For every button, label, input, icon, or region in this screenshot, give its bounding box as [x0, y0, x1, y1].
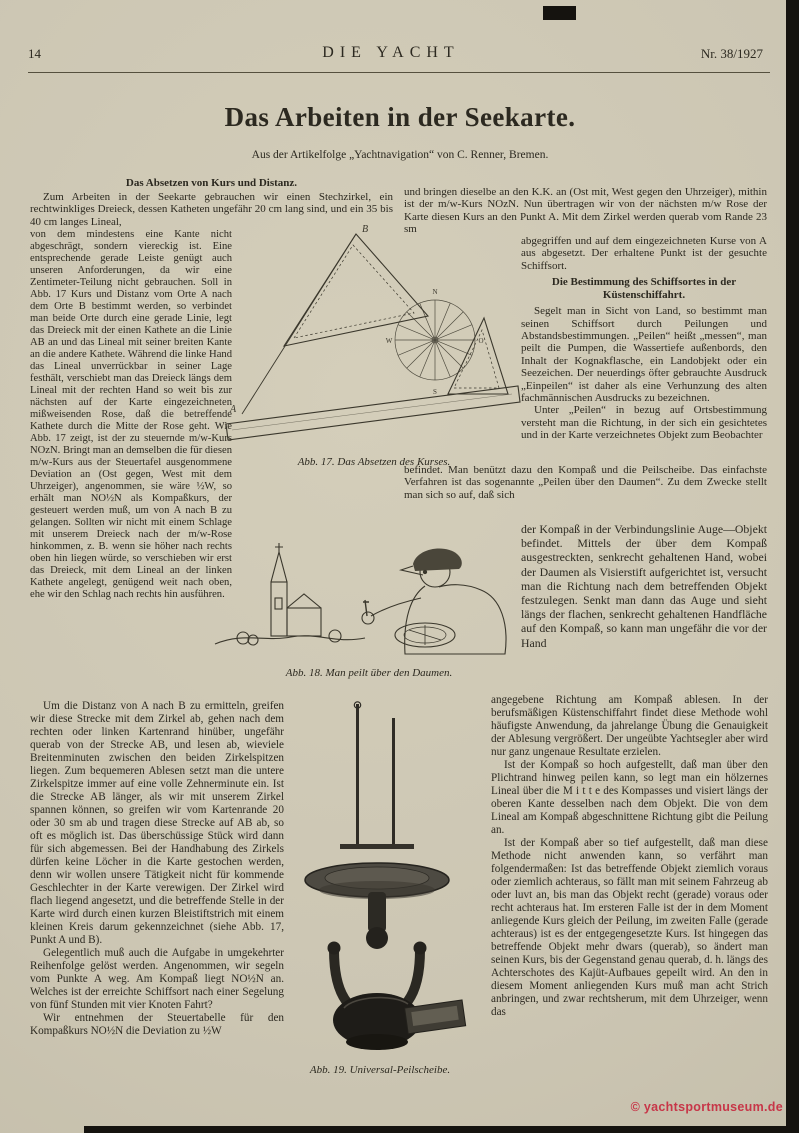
- figure-caption-abb17: Abb. 17. Das Absetzen des Kurses.: [297, 456, 451, 468]
- page-number: 14: [28, 46, 41, 61]
- set-square-large-icon: [284, 234, 428, 346]
- paragraph: Segelt man in Sicht von Land, so bestimmt man seinen Schiffsort durch Peilungen und Abstandsbestimmungen. „Peilen“ heißt „messen“, man peilt die Pumpen, die Wassertiefe außenbords, den Inhalt der Kognakflasche, ein Landobjekt oder ein Seezeichen. Der neuerdings öfter gebrauchte Ausdruck „Einpeilen“ ist daher als eine Verhunzung des alten fachmännischen Ausdrucks zu bezeichnen.: [521, 305, 767, 405]
- header-rule: [28, 72, 770, 73]
- figure-abb19-peilscheibe: [282, 698, 479, 1058]
- sight-bar: [340, 844, 414, 849]
- left-column-text-narrow: [30, 229, 232, 695]
- paragraph: der Kompaß in der Verbindungslinie Auge—Objekt befindet. Mittels der über dem Kompaß ausgestreckten, senkrecht gehaltenen Hand, wobei der Daumen als Visierstift aufgerichtet ist, versucht man die Richtung nach dem betreffenden Objekt festzulegen. Senkt man dann das Auge und sieht längs der flachen, senkrecht gehaltenen Handfläche auf den Kompaß, so kann man ungefähr die vor der Hand: [521, 522, 767, 650]
- sight-vane-left: [356, 704, 359, 846]
- paragraph: Ist der Kompaß aber so tief aufgestellt, daß man diese Methode nicht anwenden kann, so verfährt man folgendermaßen: Ist das betreffende Objekt ziemlich voraus oder ziemlich achteraus, so fällt man mit seinem Fahrzeug ab oder luvt an, bis man das Objekt recht (gerade) voraus oder recht achteraus hat. Im ersteren Falle ist der in dem Moment anliegende Kurs gleich der Peilung, im zweiten Falle (gerade achteraus) ist es der entgegengesetzte Kurs. Ist hingegen das betreffende Objekt mehr dwars (querab), so ändert man seinen Kurs, bis der Gegenstand genau querab, d. h. längs des Achterschotes des Kajüt-Aufbaues gepeilt wird. An den in diesem Moment anliegenden Kurs muß man acht Strich anbringen, und zwar rechtsherum, mit dem Uhrzeiger, wenn das: [491, 837, 768, 1018]
- right-column-text-bottom: [491, 694, 768, 1114]
- matchbox: [405, 1000, 466, 1034]
- paragraph: Unter „Peilen“ in bezug auf Ortsbestimmung versteht man die Richtung, in der sich ein gesichtetes und in der Karte verzeichnetes Objekt zum Beobachter: [521, 404, 767, 442]
- figure-caption-abb19: Abb. 19. Universal-Peilscheibe.: [309, 1064, 451, 1076]
- journal-title: DIE YACHT: [322, 44, 460, 61]
- paragraph: von dem mindestens eine Kante nicht abgeschrägt, sondern viereckig ist. Eine entsprechende gerade Leiste genügt auch unseren Anforderungen, da wir eine Zentimeter-Teilung nicht gebrauchen. Soll in Abb. 17 Kurs und Distanz vom Orte A nach dem Orte B bestimmt werden, so verbindet man beide Orte durch eine gerade Linie, legt das Dreieck mit der einen Kathete an die Linie AB an und das Lineal mit seiner breiten Kante an die andere Kathete. Während die linke Hand das Lineal unverrückbar in seiner Lage festhält, verschiebt man das Dreieck längs dem Lineal mit der rechten Hand so weit bis zur nächsten auf der Karte eingezeichneten mißweisenden Rose, daß die betreffende Kathete durch die Mitte der Rose geht. Wie Abb. 17 zeigt, ist der zu steuernde m/w-Kurs NOzN. Bringt man an demselben die für diesen m/w-Kurs aus der Steuertafel ausgenommene Deviation an (Ost gegen, West mit dem Uhrzeiger), angenommen, sie wäre ½W, so erhält man NO½N als Kompaßkurs, der gesteuert werden muß, um von A nach B zu gelangen. Sollten wir nicht mit einem Schlage mit unserem Dreieck nach der m/w-Rose hinkommen, z. B. wenn sie höher nach rechts oben hin liegen würde, so verschieben wir erst das Dreieck, mit dem Lineal an der linken Kathete angelegt, genügend weit nach oben, ehe wir den Schlag nach rechts hin ausführen.: [30, 229, 232, 600]
- knob: [366, 927, 388, 949]
- compass-rose-icon: [395, 300, 475, 380]
- compass-icon: [395, 623, 455, 647]
- paragraph: befindet. Man benützt dazu den Kompaß und die Peilscheibe. Das einfachste Verfahren ist das sogenannte „Peilen über den Daumen“. Zu dem Zwecke stellt man sich so auf, daß sich: [404, 464, 767, 501]
- figure-abb18-daumenpeilung: [213, 532, 520, 664]
- figure-caption-abb18: Abb. 18. Man peilt über den Daumen.: [285, 667, 453, 679]
- paragraph: und bringen dieselbe an den K.K. an (Ost mit, West gegen den Uhrzeiger), mithin ist der m/w-Kurs NOzN. Nun übertragen wir von der nächsten m/w Rose der Karte diesen Kurs an den Punkt A. Mit dem Zirkel werden querab vom Rande 23 sm: [404, 186, 767, 234]
- paragraph: Zum Arbeiten in der Seekarte gebrauchen wir einen Stechzirkel, ein rechtwinkliges Dreieck, dessen Katheten ungefähr 20 cm lang sind, und ein 35 bis 40 cm langes Lineal,: [30, 191, 393, 228]
- peilscheibe-photo: [305, 702, 466, 1050]
- right-column-text-wide-mid: [404, 464, 767, 520]
- sight-vane-right: [392, 718, 395, 846]
- watermark: © yachtsportmuseum.de: [630, 1100, 783, 1114]
- set-square-small-icon: [448, 318, 508, 394]
- left-column-text-bottom: [30, 700, 284, 1112]
- right-column-text-narrow-top: [521, 235, 767, 462]
- article-byline: Aus der Artikelfolge „Yachtnavigation“ von C. Renner, Bremen.: [251, 149, 549, 161]
- church-icon: [215, 543, 365, 645]
- paragraph: angegebene Richtung am Kompaß ablesen. In der berufsmäßigen Küstenschiffahrt findet diese Methode wohl häufigste Anwendung, da jahrelange Übung die Genauigkeit der Ablesung vergrößert. Der ungeübte Yachtsegler aber wird nur ganz ungenaue Resultate erzielen.: [491, 694, 768, 758]
- rose-north-label: N: [432, 288, 438, 296]
- section-heading-bestimmung: Die Bestimmung des Schiffsortes in der Küstenschiffahrt.: [551, 276, 737, 302]
- right-column-text-narrow-mid: [521, 522, 767, 692]
- issue-number: Nr. 38/1927: [700, 46, 763, 61]
- article-title: Das Arbeiten in der Seekarte.: [224, 102, 576, 132]
- scan-edge-right: [786, 0, 799, 1133]
- rose-west-label: W: [385, 337, 393, 345]
- point-a-label: A: [230, 404, 237, 415]
- section-heading-absetzen: Das Absetzen von Kurs und Distanz.: [125, 177, 298, 189]
- scan-mark-top: [543, 6, 576, 20]
- figure-abb17-kursabsetzen: [222, 218, 524, 450]
- paragraph: Wir entnehmen der Steuertabelle für den Kompaßkurs NO½N die Deviation zu ½W: [30, 1012, 284, 1037]
- photo-drawing: [282, 698, 479, 1058]
- rose-south-label: S: [433, 388, 437, 396]
- paragraph: Um die Distanz von A nach B zu ermitteln, greifen wir diese Strecke mit dem Zirkel ab, gehen nach dem rechten oder linken Kartenrand hinüber, ungefähr querab von der Strecke AB, und lesen ab, wieviele Breitenminuten zwischen den beiden Zirkelspitzen liegen. Zum bequemeren Ablesen setzt man die untere Zirkelspitze immer auf eine volle Zehnerminute ein. Ist die Strecke AB länger, als wir mit unserem Zirkel spannen können, so greifen wir vom Kartenrande 20 oder 30 sm ab und tragen diese Strecke auf AB ab, so oft es möglich ist. Das überschüssige Stück wird dann für sich abgemessen. Bei der Handhabung des Zirkels dürfen keine Löcher in die Karte gestochen werden, denn wir wollen unsere Tätigkeit nicht für kommende Geschlechter in der Karte verewigen. Der Zirkel wird flach liegend angesetzt, und die betreffende Stelle in der Karte wird durch einen kurzen Bleistiftstrich mit einem kleinen Kreis darum gekennzeichnet (siehe Abb. 17, Punkt A und B).: [30, 700, 284, 946]
- rose-east-label: O: [478, 337, 484, 345]
- scan-edge-bottom: [84, 1126, 799, 1133]
- paragraph: abgegriffen und auf dem eingezeichneten Kurse von A aus abgesetzt. Der erhaltene Punkt ist der gesuchte Schiffsort.: [521, 235, 767, 272]
- point-b-label: B: [362, 224, 369, 235]
- sketch-drawing: [213, 532, 520, 664]
- paragraph: Gelegentlich muß auch die Aufgabe in umgekehrter Reihenfolge gelöst werden. Angenommen, wir segeln vom Punkte A weg. Am Kompaß liegt NO½N an. Welches ist der erreichte Schiffsort nach einer Segelung von fünf Stunden mit vier Knoten Fahrt?: [30, 947, 284, 1011]
- paragraph: Ist der Kompaß so hoch aufgestellt, daß man über den Plichtrand hinweg peilen kann, so legt man ein hölzernes Lineal über die M i t t e des Kompasses und visiert längs der oberen Kante desselben nach dem Objekt. Die von dem Lineal am Kompaß abgeschnittene Richtung gibt die Peilung an.: [491, 759, 768, 836]
- stem: [368, 892, 386, 932]
- chart-drawing: [222, 218, 524, 450]
